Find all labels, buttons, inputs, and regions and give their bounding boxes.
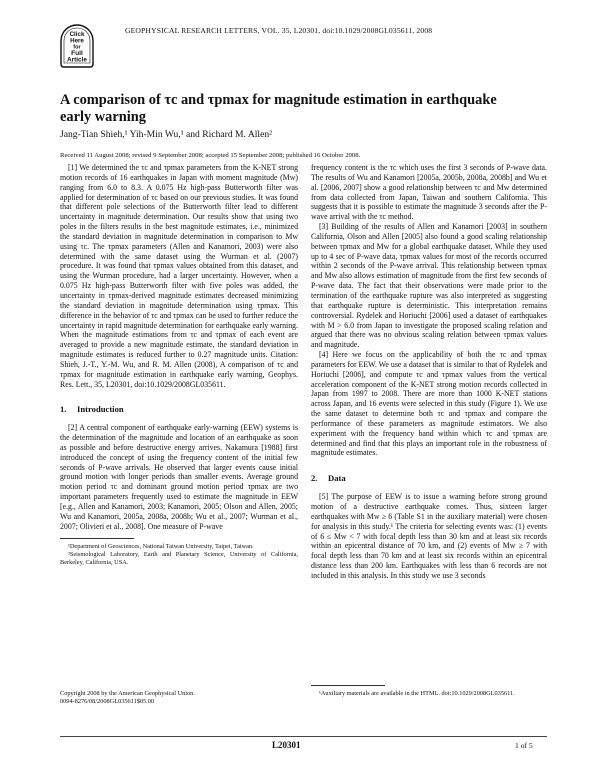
section-2-title: Data — [328, 473, 346, 484]
paragraph-4: [4] Here we focus on the applicability of both the τc and τpmax parameters for EEW. We use a dataset that is similar to that of Rydelek and Horiuchi [2006], and compute τc and τpmax values from the vertical acceleration component of the K-NET strong motion records collected in Japan from 1997 to 2008. There are more than 1000 K-NET stations across Japan, and 16 events were selected in this study (Figure 1). We use the same dataset to determine both τc and τpmax and compare the performance of these parameters as magnitude estimators. We also experiment with the frequency band within which τc and τpmax are determined and find that this plays an important role in the robustness of magnitude estimates. — [311, 350, 547, 458]
paragraph-3: [3] Building of the results of Allen and Kanamori [2003] in southern California, Olson and Allen [2005] also found a good scaling relationship between τpmax and Mw for a global earthquake dataset. While they used up to 4 sec of P-wave data, τpmax values for most of the records occurred within 2 seconds of the P-wave arrival. This relationship between τpmax and Mw also allows estimation of magnitude from the first few seconds of P-wave data. The fact that their observations were made prior to the termination of the earthquake rupture was also interpreted as suggesting that earthquake rupture is deterministic. This interpretation remains controversial. Rydelek and Horiuchi [2006] used a dataset of earthquakes with M > 6.0 from Japan to investigate the proposed scaling relation and argued that there was no obvious scaling relation between τpmax values and magnitude. — [311, 222, 547, 350]
section-1-heading — [60, 405, 298, 415]
intro-paragraph: [2] A central component of earthquake early-warning (EEW) systems is the determination of the magnitude and location of an earthquake as soon as possible and before destructive energy arrives. Nakamura [1988] first introduced the concept of using the frequency content of the initial few seconds of P-wave arrivals. He observed that larger events cause initial ground motion with longer periods than smaller events. Average ground motion period τc and dominant ground motion period τpmax are two important parameters frequently used to estimate the magnitude in EEW [e.g., Allen and Kanamori, 2003; Kanamori, 2005; Olson and Allen, 2005; Wu and Kanamori, 2005a, 2008a, 2008b; Wu et al., 2007; Wurman et al., 2007; Olivieri et al., 2008]. One measure of P-wave — [60, 423, 298, 531]
running-head: GEOPHYSICAL RESEARCH LETTERS, VOL. 35, L20301, doi:10.1029/2008GL035611, 2008 — [125, 26, 433, 35]
svg-text:Click: Click — [69, 31, 85, 38]
svg-text:Full: Full — [71, 50, 83, 57]
paper-title: A comparison of τc and τpmax for magnitude estimation in earthquake early warning — [60, 92, 497, 125]
footer-rule — [60, 736, 547, 737]
footnote-divider-right — [311, 685, 385, 686]
footnote-affiliation-1: ¹Department of Geosciences, National Taiwan University, Taipei, Taiwan. — [68, 542, 254, 550]
click-here-full-article-icon[interactable] — [60, 24, 94, 68]
svg-text:Article: Article — [67, 56, 87, 64]
left-column — [60, 163, 298, 567]
issn-line: 0094-8276/08/2008GL035611$05.00 — [60, 697, 155, 705]
section-2-number: 2. — [311, 473, 318, 484]
author-list: Jang-Tian Shieh,¹ Yih-Min Wu,¹ and Richard M. Allen² — [60, 129, 273, 140]
section-2-heading — [311, 474, 547, 484]
footnote-auxiliary: ¹Auxiliary materials are available in the HTML. doi:10.1029/2008GL035611. — [319, 690, 515, 697]
copyright-notice — [60, 690, 195, 706]
section-1-title: Introduction — [77, 404, 124, 415]
section-1-number: 1. — [60, 404, 67, 415]
footnote-divider — [60, 538, 134, 539]
intro-continued-paragraph: frequency content is the τc which uses the first 3 seconds of P-wave data. The results of Wu and Kanamori [2005a, 2005b, 2008a, 2008b] and Wu et al. [2006, 2007] show a good relationship between τc and Mw determined from data collected from Japan, Taiwan and southern California. This suggests that it is possible to estimate the magnitude 3 seconds after the P-wave arrival with the τc method. — [311, 163, 547, 222]
page-number: 1 of 5 — [515, 741, 533, 750]
copyright-line: Copyright 2008 by the American Geophysical Union. — [60, 690, 195, 697]
article-id: L20301 — [272, 740, 301, 750]
right-column — [311, 163, 547, 581]
svg-text:for: for — [73, 44, 81, 51]
data-paragraph: [5] The purpose of EEW is to issue a warning before strong ground motion of a destructive earthquake comes. Thus, sixteen larger earthquakes with Mw ≥ 6 (Table S1 in the auxiliary material) were chosen for analysis in this study.¹ The criteria for selecting events was: (1) events of 6 ≤ Mw < 7 with focal depth less than 30 km and at least six records within an epicentral distance of 70 km, and (2) events of Mw ≥ 7 with focal depth less than 70 km and at least six records within an epicentral distance less than 200 km. Earthquakes with less than 6 records are not included in this analysis. In this study we use 3 seconds — [311, 492, 547, 580]
svg-text:Here: Here — [70, 37, 84, 45]
received-dates: Received 11 August 2008; revised 9 September 2008; accepted 15 September 2008; published 16 October 2008. — [60, 152, 361, 159]
footnote-affiliation-2: ²Seismological Laboratory, Earth and Planetary Science, University of California, Berkeley, California, USA. — [60, 550, 298, 566]
abstract-paragraph: [1] We determined the τc and τpmax parameters from the K-NET strong motion records of 16 earthquakes in Japan with moment magnitude (Mw) ranging from 6.0 to 8.3. A 0.075 Hz high-pass Butterworth filter was applied for determination of τc based on our previous studies. It was found that different pole selections of the Butterworth filter lead to different uncertainty in magnitude determination. Our results show that using two poles in the filters results in the best magnitude estimates, i.e., minimized the standard deviation in magnitude determination in comparison to Mw using τc. The τpmax parameters (Allen and Kanamori, 2003) were also determined with the same dataset using the Wurman et al. (2007) procedure. It was found that τpmax values obtained from this dataset, and using the Wurman procedure, had a larger uncertainty. However, when a 0.075 Hz high-pass Butterworth filter with five poles was added, the uncertainty in τpmax-derived magnitude estimates decreased minimizing the standard deviation in magnitude determination using τpmax. This difference in the behavior of τc and τpmax can be used to further reduce the uncertainty in rapid magnitude determination for earthquake early warning. When the magnitude estimations from τc and τpmax of each event are averaged to provide a new magnitude estimate, the standard deviation in magnitude estimates is reduced further to 0.27 magnitude units. Citation: Shieh, J.-T., Y.-M. Wu, and R. M. Allen (2008), A comparison of τc and τpmax for magnitude estimation in earthquake early warning, Geophys. Res. Lett., 35, L20301, doi:10.1029/2008GL035611. — [60, 163, 298, 389]
right-footnote-block — [311, 679, 547, 698]
